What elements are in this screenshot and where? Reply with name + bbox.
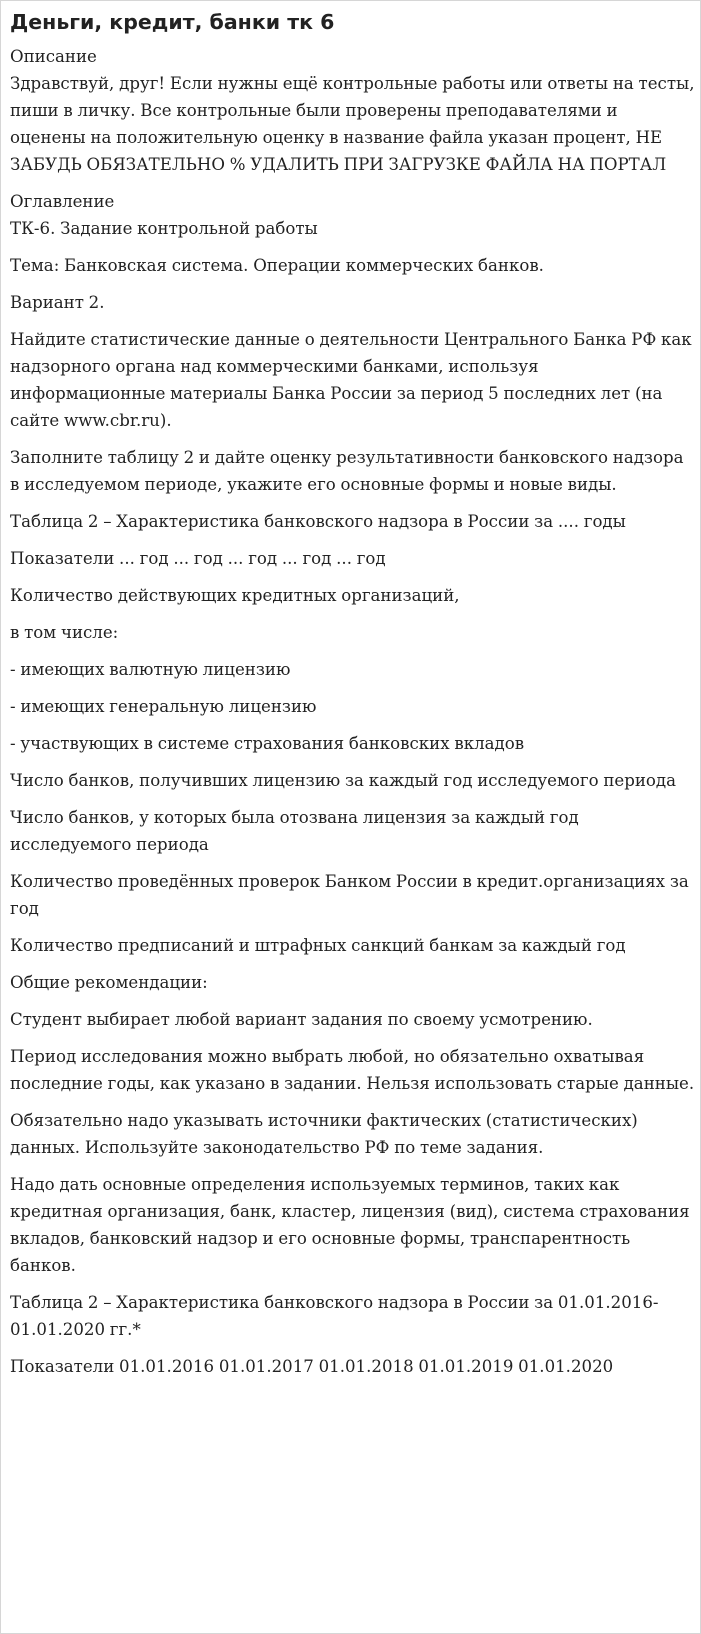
paragraph-table-caption-2: Таблица 2 – Характеристика банковского надзора в России за 01.01.2016-01.01.2020 гг.* bbox=[10, 1293, 659, 1339]
paragraph-general-license: - имеющих генеральную лицензию bbox=[10, 697, 317, 716]
paragraph-inspections: Количество проведённых проверок Банком России в кредит.организациях за год bbox=[10, 872, 689, 918]
paragraph-definitions: Надо дать основные определения используемых терминов, таких как кредитная организация, банк, кластер, лицензия (вид), система страхования вкладов, банковский надзор и его основные формы, транспарентность банков. bbox=[10, 1175, 690, 1275]
description-label: Описание bbox=[10, 47, 97, 66]
paragraph-choose-variant: Студент выбирает любой вариант задания по своему усмотрению. bbox=[10, 1010, 593, 1029]
paragraph-indicators: Показатели ... год ... год ... год ... год ... год bbox=[10, 549, 386, 568]
paragraph-indicators-dates: Показатели 01.01.2016 01.01.2017 01.01.2018 01.01.2019 01.01.2020 bbox=[10, 1357, 614, 1376]
paragraph-sources: Обязательно надо указывать источники фактических (статистических) данных. Используйте законодательство РФ по теме задания. bbox=[10, 1111, 638, 1157]
paragraph-credit-orgs: Количество действующих кредитных организаций, bbox=[10, 586, 460, 605]
page-title: Деньги, кредит, банки тк 6 bbox=[10, 10, 335, 34]
paragraph-currency-license: - имеющих валютную лицензию bbox=[10, 660, 291, 679]
description-text: Здравствуй, друг! Если нужны ещё контрольные работы или ответы на тесты, пиши в личку. Все контрольные были проверены преподавателями и оценены на положительную оценку в название файла указан процент, НЕ ЗАБУДЬ ОБЯЗАТЕЛЬНО % УДАЛИТЬ ПРИ ЗАГРУЗКЕ ФАЙЛА НА ПОРТАЛ bbox=[10, 74, 695, 174]
toc-label: Оглавление bbox=[10, 192, 115, 211]
paragraph-table-caption: Таблица 2 – Характеристика банковского надзора в России за .... годы bbox=[10, 512, 626, 531]
paragraph-task-title: ТК-6. Задание контрольной работы bbox=[10, 219, 318, 238]
paragraph-period: Период исследования можно выбрать любой, но обязательно охватывая последние годы, как указано в задании. Нельзя использовать старые данные. bbox=[10, 1047, 695, 1093]
document-content bbox=[10, 7, 696, 1390]
paragraph-variant: Вариант 2. bbox=[10, 293, 105, 312]
paragraph-including: в том числе: bbox=[10, 623, 119, 642]
paragraph-licensed-banks: Число банков, получивших лицензию за каждый год исследуемого периода bbox=[10, 771, 677, 790]
paragraph-sanctions: Количество предписаний и штрафных санкций банкам за каждый год bbox=[10, 936, 626, 955]
paragraph-recommendations-heading: Общие рекомендации: bbox=[10, 973, 208, 992]
paragraph-task-description: Найдите статистические данные о деятельности Центрального Банка РФ как надзорного органа над коммерческими банками, используя информационные материалы Банка России за период 5 последних лет (на сайте www.cbr.ru). bbox=[10, 330, 692, 430]
paragraph-fill-table: Заполните таблицу 2 и дайте оценку результативности банковского надзора в исследуемом периоде, укажите его основные формы и новые виды. bbox=[10, 448, 684, 494]
paragraph-revoked-banks: Число банков, у которых была отозвана лицензия за каждый год исследуемого периода bbox=[10, 808, 579, 854]
paragraph-topic: Тема: Банковская система. Операции коммерческих банков. bbox=[10, 256, 544, 275]
paragraph-deposit-insurance: - участвующих в системе страхования банковских вкладов bbox=[10, 734, 525, 753]
